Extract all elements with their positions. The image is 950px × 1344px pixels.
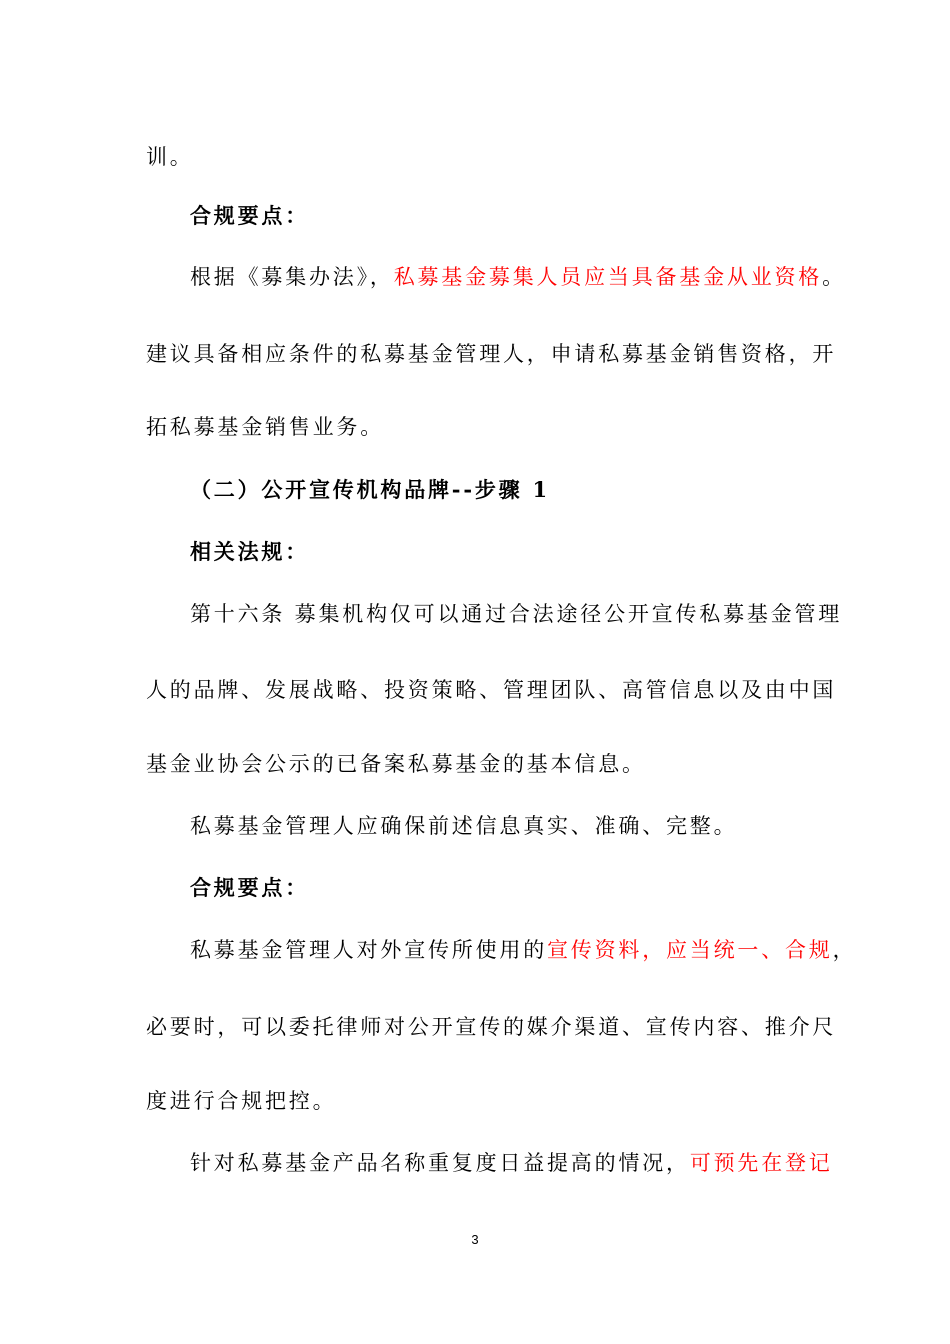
section-heading [190,538,309,566]
text-segment: 私募基金管理人应确保前述信息真实、准确、完整。 [190,814,738,838]
text-segment: 根据《募集办法》， [190,265,394,289]
section-heading [190,202,309,230]
highlighted-text: 可预先在登记 [689,1151,833,1175]
text-segment: 训。 [146,145,194,169]
paragraph-line [146,413,384,441]
text-segment: 拓私募基金销售业务。 [146,415,384,439]
section-heading [190,874,309,902]
paragraph-line [146,750,646,778]
text-segment: 基金业协会公示的已备案私募基金的基本信息。 [146,752,646,776]
text-segment: ， [832,938,857,962]
text-segment: 第十六条 募集机构仅可以通过合法途径公开宣传私募基金管理 [190,602,843,626]
paragraph-line [190,936,856,964]
text-segment: 私募基金管理人对外宣传所使用的 [190,938,547,962]
text-segment: 针对私募基金产品名称重复度日益提高的情况， [190,1151,690,1175]
text-segment: （二）公开宣传机构品牌--步骤 1 [190,477,550,502]
text-segment: 合规要点： [190,875,309,900]
paragraph-line [190,812,737,840]
text-segment: 相关法规： [190,539,309,564]
paragraph-line [146,1087,336,1115]
paragraph-line [146,143,194,171]
paragraph-line [190,1149,833,1177]
text-segment: 建议具备相应条件的私募基金管理人，申请私募基金销售资格，开 [146,342,837,366]
highlighted-text: 宣传资料，应当统一、合规 [547,938,833,962]
text-segment: 人的品牌、发展战略、投资策略、管理团队、高管信息以及由中国 [146,678,837,702]
text-segment: 度进行合规把控。 [146,1089,337,1113]
paragraph-line [190,263,846,291]
text-segment: 合规要点： [190,203,309,228]
paragraph-line [146,676,836,704]
text-segment: 。 [822,265,846,289]
highlighted-text: 私募基金募集人员应当具备基金从业资格 [393,265,823,289]
paragraph-line [190,600,842,628]
text-segment: 必要时，可以委托律师对公开宣传的媒介渠道、宣传内容、推介尺 [146,1015,837,1039]
page-number: 3 [471,1232,479,1247]
section-heading [190,476,550,504]
paragraph-line [146,340,836,368]
paragraph-line [146,1013,836,1041]
